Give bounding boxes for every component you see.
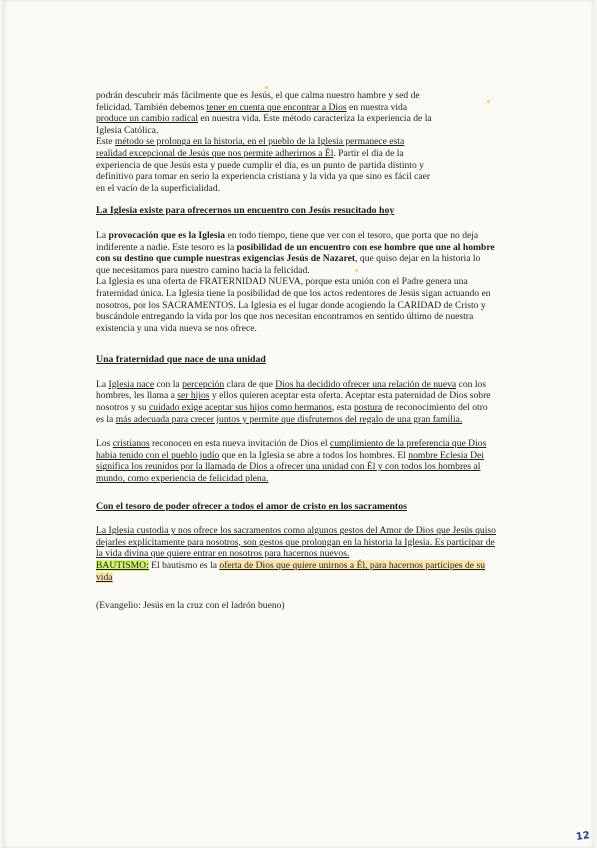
text: La bbox=[96, 229, 109, 241]
underlined-text: cumplimiento de la preferencia que Dios había tenido con el pueblo judío bbox=[96, 438, 487, 461]
highlighted-label: BAUTISMO: bbox=[96, 560, 149, 571]
paragraph-fraternity: La Iglesia es una oferta de FRATERNIDAD NUEVA, porque esta unión con el Padre genera una fraternidad única. La Iglesia tiene la posibilidad de que los actos redentores de Jesús sigan actuando en nosotros, por los SACRAMENTOS. La Iglesia es el lugar donde acogiendo la CARIDAD de Cristo y buscándole entregando la vida por los que nos necesitan encontramos en sentido último de nuestra existencia y una vida nueva se nos ofrece. bbox=[96, 276, 491, 334]
text: con los hombres, les llama a bbox=[96, 378, 487, 402]
underlined-text: cuidado exige aceptar sus hijos como hermanos bbox=[149, 402, 332, 414]
text: . Partir el día de la bbox=[333, 147, 404, 159]
bold-text: posibilidad de un encuentro con ese hombre que une al hombre con su destino que cumple nuestras exigencias Jesús de Nazaret bbox=[96, 241, 495, 265]
section-heading: Con el tesoro de poder ofrecer a todos el amor de cristo en los sacramentos bbox=[96, 500, 407, 512]
underlined-text: más adecuada para crecer juntos y permite que disfrutemos del regalo de una gran familia. bbox=[115, 413, 463, 425]
paragraph-intro bbox=[96, 90, 496, 194]
underlined-text: Dios ha decidido ofrecer una relación de nueva bbox=[275, 378, 457, 390]
underlined-text: realidad excepcional de Jesús que nos permite adherirnos a Él bbox=[96, 147, 334, 159]
text: Iglesia Católica. bbox=[96, 124, 159, 136]
text: felicidad. También debemos bbox=[96, 101, 207, 113]
paragraph-provocation bbox=[96, 230, 496, 276]
text: con la bbox=[154, 378, 183, 390]
ink-dot bbox=[265, 86, 268, 89]
underlined-text: ser hijos bbox=[177, 390, 210, 402]
bold-text: provocación que es la Iglesia bbox=[108, 229, 226, 241]
paragraph-christians bbox=[96, 438, 496, 484]
underlined-text: nombre Eclesia Dei significa los reunidos por la llamada de Dios a ofrecer una unidad con Él y con todos los hombres al mundo, como experiencia de felicidad plena. bbox=[96, 449, 484, 485]
text: en todo tiempo, tiene que ver con el tesoro, que porta que no deja indiferente a nadie. Este tesoro es la bbox=[96, 229, 479, 253]
text: El bautismo es la bbox=[148, 560, 220, 571]
document-body bbox=[96, 90, 496, 612]
section-heading: La Iglesia existe para ofrecernos un encuentro con Jesús resucitado hoy bbox=[96, 205, 395, 217]
text: en el vacío de la superficialidad. bbox=[96, 182, 221, 194]
text: clara de que bbox=[224, 378, 276, 390]
text: reconocen en esta nueva invitación de Dios el bbox=[149, 438, 330, 450]
underlined-text: produce un cambio radical bbox=[96, 113, 199, 125]
text: de reconocimiento del otro es la bbox=[96, 402, 488, 425]
paragraph-sacraments: La Iglesia custodia y nos ofrece los sacramentos como algunos gestos del Amor de Dios que Jesús quiso dejarles explícitamente para nosotros, son gestos que prolongan en la historia la Iglesia. Es participar de la vida divina que quiere entrar en nosotros para hacernos nuevos. bbox=[96, 525, 496, 560]
text: en nuestra vida. Este método caracteriza la experiencia de la bbox=[198, 113, 432, 125]
underlined-text: tener en cuenta que encontrar a Dios bbox=[206, 101, 347, 113]
text: en nuestra vida bbox=[346, 101, 408, 113]
underlined-text: postura bbox=[353, 402, 383, 414]
text: definitivo para tomar en serio la experiencia cristiana y la vida ya que sino es fácil caer bbox=[96, 171, 431, 183]
text: y ellos quieren aceptar esta oferta. Aceptar esta paternidad de Dios sobre nosotros y su bbox=[96, 390, 491, 414]
paragraph-church-born bbox=[96, 379, 496, 425]
underlined-text: percepción bbox=[182, 378, 225, 390]
text: que en la Iglesia se abre a todos los hombres. El bbox=[219, 449, 409, 461]
text: podrán descubrir más fácilmente que es Jesús, el que calma nuestro hambre y sed de bbox=[96, 90, 420, 101]
highlighted-text: oferta de Dios que quiere unirnos a Él, para hacernos partícipes de su vida bbox=[96, 560, 485, 583]
text: , que quiso dejar en la historia lo que necesitamos para nuestro camino hacia la felicidad. bbox=[96, 253, 481, 276]
page-number: 12 bbox=[575, 830, 591, 843]
paragraph-baptism bbox=[96, 560, 496, 583]
underlined-text: método se prolonga en la historia, en el pueblo de la Iglesia permanece esta bbox=[114, 136, 405, 148]
underlined-text: Iglesia nace bbox=[108, 378, 155, 390]
text: experiencia de que Jesús esta y puede cumplir el día, es un punto de partida distinto y bbox=[96, 159, 424, 171]
text: La bbox=[96, 378, 109, 390]
text: Los bbox=[96, 438, 113, 450]
section-heading: Una fraternidad que nace de una unidad bbox=[96, 354, 266, 366]
text: , esta bbox=[331, 402, 354, 414]
gospel-note: (Evangelio: Jesús en la cruz con el ladrón bueno) bbox=[96, 600, 285, 612]
underlined-text: cristianos bbox=[112, 438, 150, 450]
text: Este bbox=[96, 136, 115, 148]
document-page bbox=[2, 0, 594, 848]
